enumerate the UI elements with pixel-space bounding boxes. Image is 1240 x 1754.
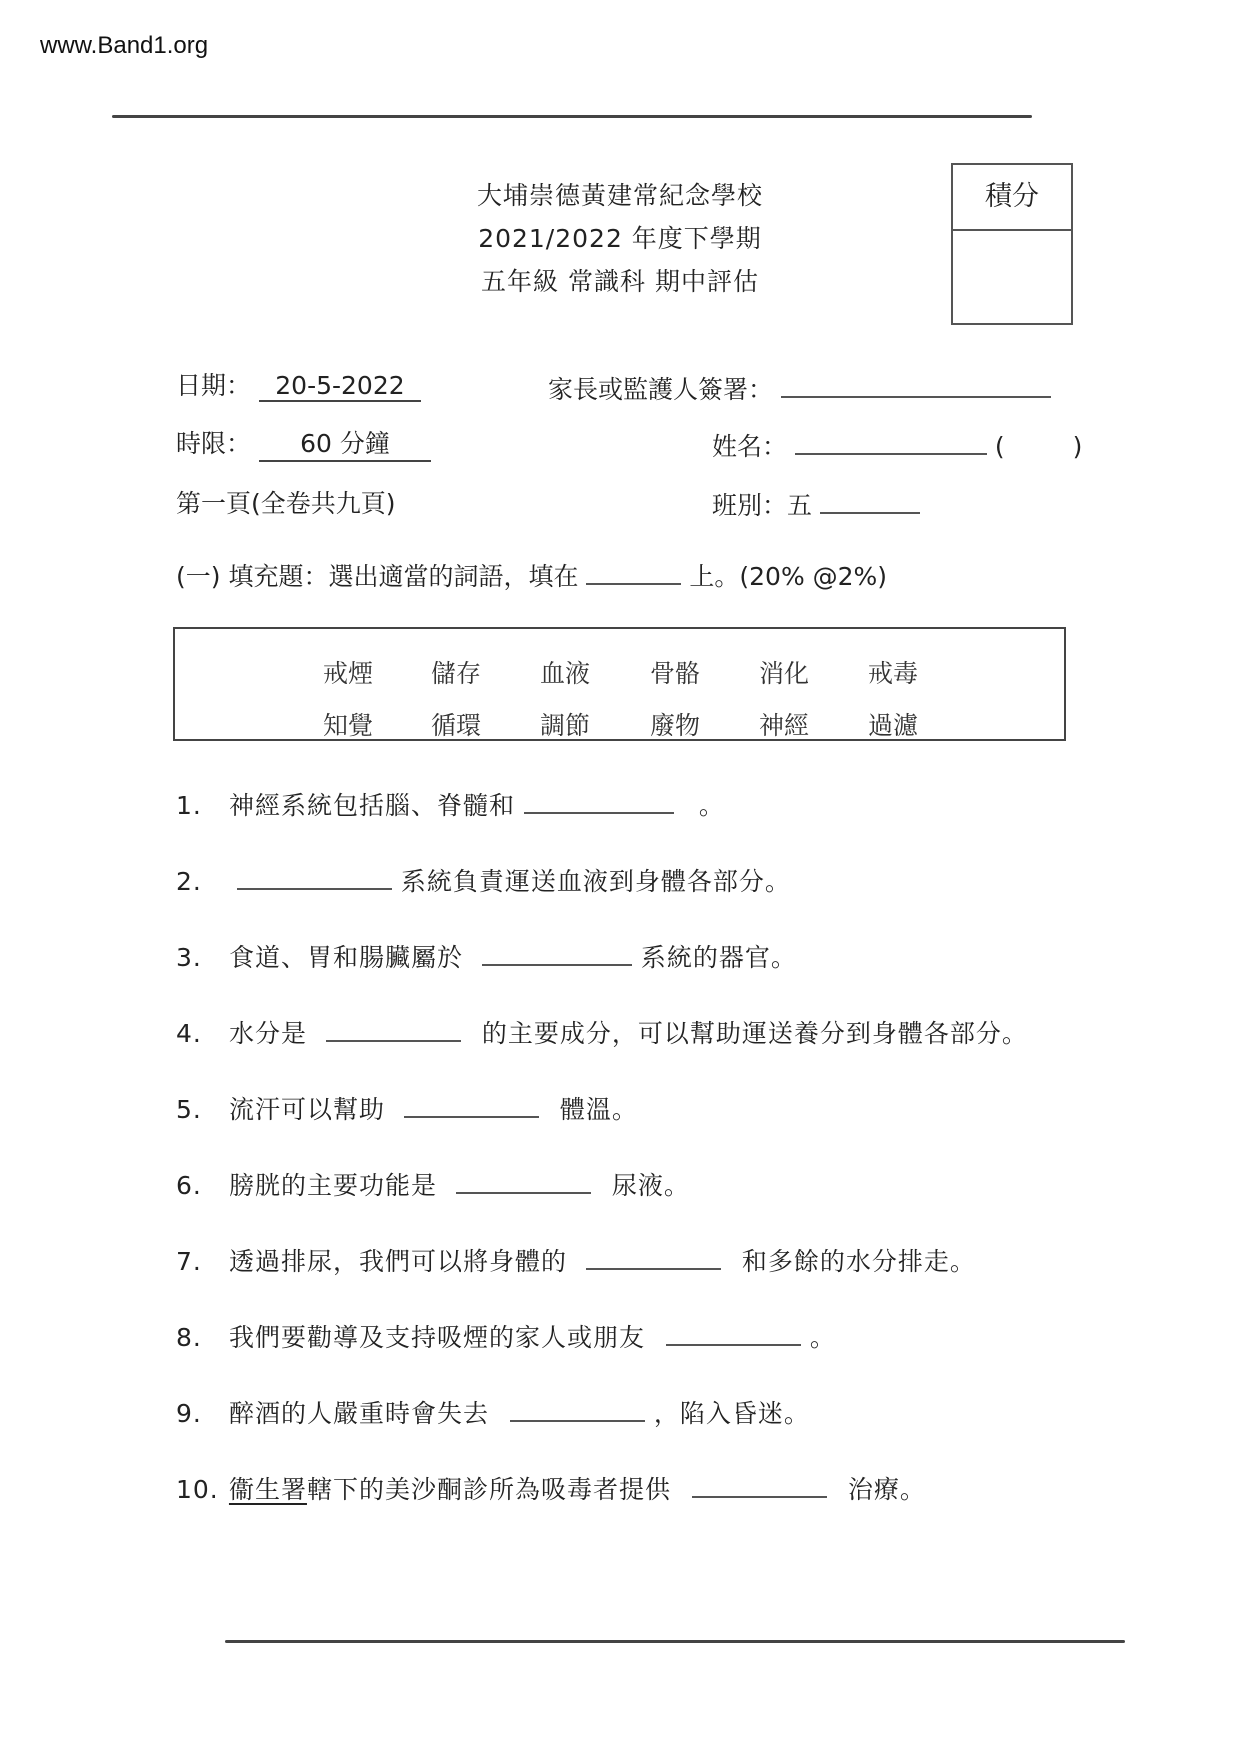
answer-blank[interactable] xyxy=(666,1322,801,1346)
question-text: 流汗可以幫助 xyxy=(228,1095,385,1124)
word-bank-item: 戒毒 xyxy=(868,659,919,688)
word-bank-item: 血液 xyxy=(540,659,591,688)
question-text-after: 體溫。 xyxy=(559,1095,638,1124)
section-title-end: 上。(20% @2%) xyxy=(689,562,888,591)
question-text-emphasis: 衞生署 xyxy=(228,1475,307,1504)
signature-field xyxy=(548,370,1051,406)
question-5 xyxy=(176,1090,638,1126)
date-value: 20-5-2022 xyxy=(259,371,421,402)
top-divider xyxy=(112,115,1032,118)
question-text: 膀胱的主要功能是 xyxy=(228,1171,437,1200)
question-text-after: 系統負責運送血液到身體各部分。 xyxy=(400,867,791,896)
word-bank-item: 消化 xyxy=(759,659,810,688)
word-bank-item: 循環 xyxy=(431,711,482,740)
question-10 xyxy=(176,1470,926,1506)
word-bank-item: 戒煙 xyxy=(323,659,374,688)
time-limit-field xyxy=(176,424,431,462)
date-field xyxy=(176,366,421,402)
class-blank[interactable] xyxy=(820,490,920,514)
question-7 xyxy=(176,1242,976,1278)
section-title-blank xyxy=(586,561,681,585)
class-field xyxy=(712,486,920,522)
question-8 xyxy=(176,1318,836,1354)
word-bank-item: 神經 xyxy=(759,711,810,740)
question-6 xyxy=(176,1166,690,1202)
answer-blank[interactable] xyxy=(692,1474,827,1498)
date-label: 日期： xyxy=(176,371,252,400)
class-label: 班別：五 xyxy=(712,491,813,520)
question-text: 透過排尿，我們可以將身體的 xyxy=(228,1247,567,1276)
question-number: 9. xyxy=(176,1399,202,1428)
time-limit-label: 時限： xyxy=(176,429,252,458)
question-text: 我們要勸導及支持吸煙的家人或朋友 xyxy=(228,1323,645,1352)
question-text-after: 的主要成分，可以幫助運送養分到身體各部分。 xyxy=(481,1019,1028,1048)
school-term: 2021/2022 年度下學期 xyxy=(478,224,762,253)
question-number: 8. xyxy=(176,1323,202,1352)
question-text: 神經系統包括腦、脊髓和 xyxy=(228,791,515,820)
bottom-divider xyxy=(225,1640,1125,1643)
question-text-after: 。 xyxy=(809,1323,836,1352)
question-text: 醉酒的人嚴重時會失去 xyxy=(228,1399,489,1428)
time-limit-value: 60 分鐘 xyxy=(259,424,431,462)
name-blank[interactable] xyxy=(795,431,987,455)
section-title-start: (一) 填充題：選出適當的詞語，填在 xyxy=(176,562,579,591)
question-2 xyxy=(176,862,791,898)
question-text-after: ，陷入昏迷。 xyxy=(653,1399,810,1428)
question-1 xyxy=(176,786,725,822)
question-9 xyxy=(176,1394,810,1430)
class-number-open: ( xyxy=(994,432,1005,461)
question-text-after: 治療。 xyxy=(847,1475,926,1504)
signature-blank[interactable] xyxy=(781,374,1051,398)
word-bank-item: 廢物 xyxy=(650,711,701,740)
question-text: 轄下的美沙酮診所為吸毒者提供 xyxy=(306,1475,671,1504)
answer-blank[interactable] xyxy=(510,1398,645,1422)
question-4 xyxy=(176,1014,1028,1050)
score-field[interactable] xyxy=(953,231,1071,325)
question-number: 1. xyxy=(176,791,202,820)
question-text-after: 系統的器官。 xyxy=(640,943,797,972)
answer-blank[interactable] xyxy=(326,1018,461,1042)
page-count: 第一頁(全卷共九頁) xyxy=(176,489,396,518)
question-text: 水分是 xyxy=(228,1019,307,1048)
question-number: 6. xyxy=(176,1171,202,1200)
word-bank-item: 過濾 xyxy=(868,711,919,740)
question-text: 食道、胃和腸臟屬於 xyxy=(228,943,463,972)
word-bank-item: 調節 xyxy=(540,711,591,740)
answer-blank[interactable] xyxy=(524,790,674,814)
signature-label: 家長或監護人簽署： xyxy=(548,375,774,404)
answer-blank[interactable] xyxy=(482,942,632,966)
question-text-after: 尿液。 xyxy=(611,1171,690,1200)
word-bank-item: 儲存 xyxy=(431,659,482,688)
site-url: www.Band1.org xyxy=(40,32,209,59)
score-label: 積分 xyxy=(953,165,1071,231)
word-bank xyxy=(173,627,1066,741)
question-number: 4. xyxy=(176,1019,202,1048)
question-3 xyxy=(176,938,797,974)
question-number: 7. xyxy=(176,1247,202,1276)
class-number-close: ) xyxy=(1072,432,1083,461)
question-text-after: 。 xyxy=(698,791,725,820)
question-number: 2. xyxy=(176,867,202,896)
answer-blank[interactable] xyxy=(456,1170,591,1194)
score-box xyxy=(951,163,1073,325)
exam-subject: 五年級 常識科 期中評估 xyxy=(481,267,759,296)
word-bank-item: 骨骼 xyxy=(650,659,701,688)
question-number: 3. xyxy=(176,943,202,972)
school-name: 大埔崇德黃建常紀念學校 xyxy=(476,181,763,210)
word-bank-item: 知覺 xyxy=(323,711,374,740)
section-title xyxy=(176,557,887,593)
question-number: 10. xyxy=(176,1475,219,1504)
name-label: 姓名： xyxy=(712,432,788,461)
answer-blank[interactable] xyxy=(404,1094,539,1118)
answer-blank[interactable] xyxy=(237,866,392,890)
answer-blank[interactable] xyxy=(586,1246,721,1270)
name-field xyxy=(712,427,1082,463)
question-number: 5. xyxy=(176,1095,202,1124)
question-text-after: 和多餘的水分排走。 xyxy=(741,1247,976,1276)
